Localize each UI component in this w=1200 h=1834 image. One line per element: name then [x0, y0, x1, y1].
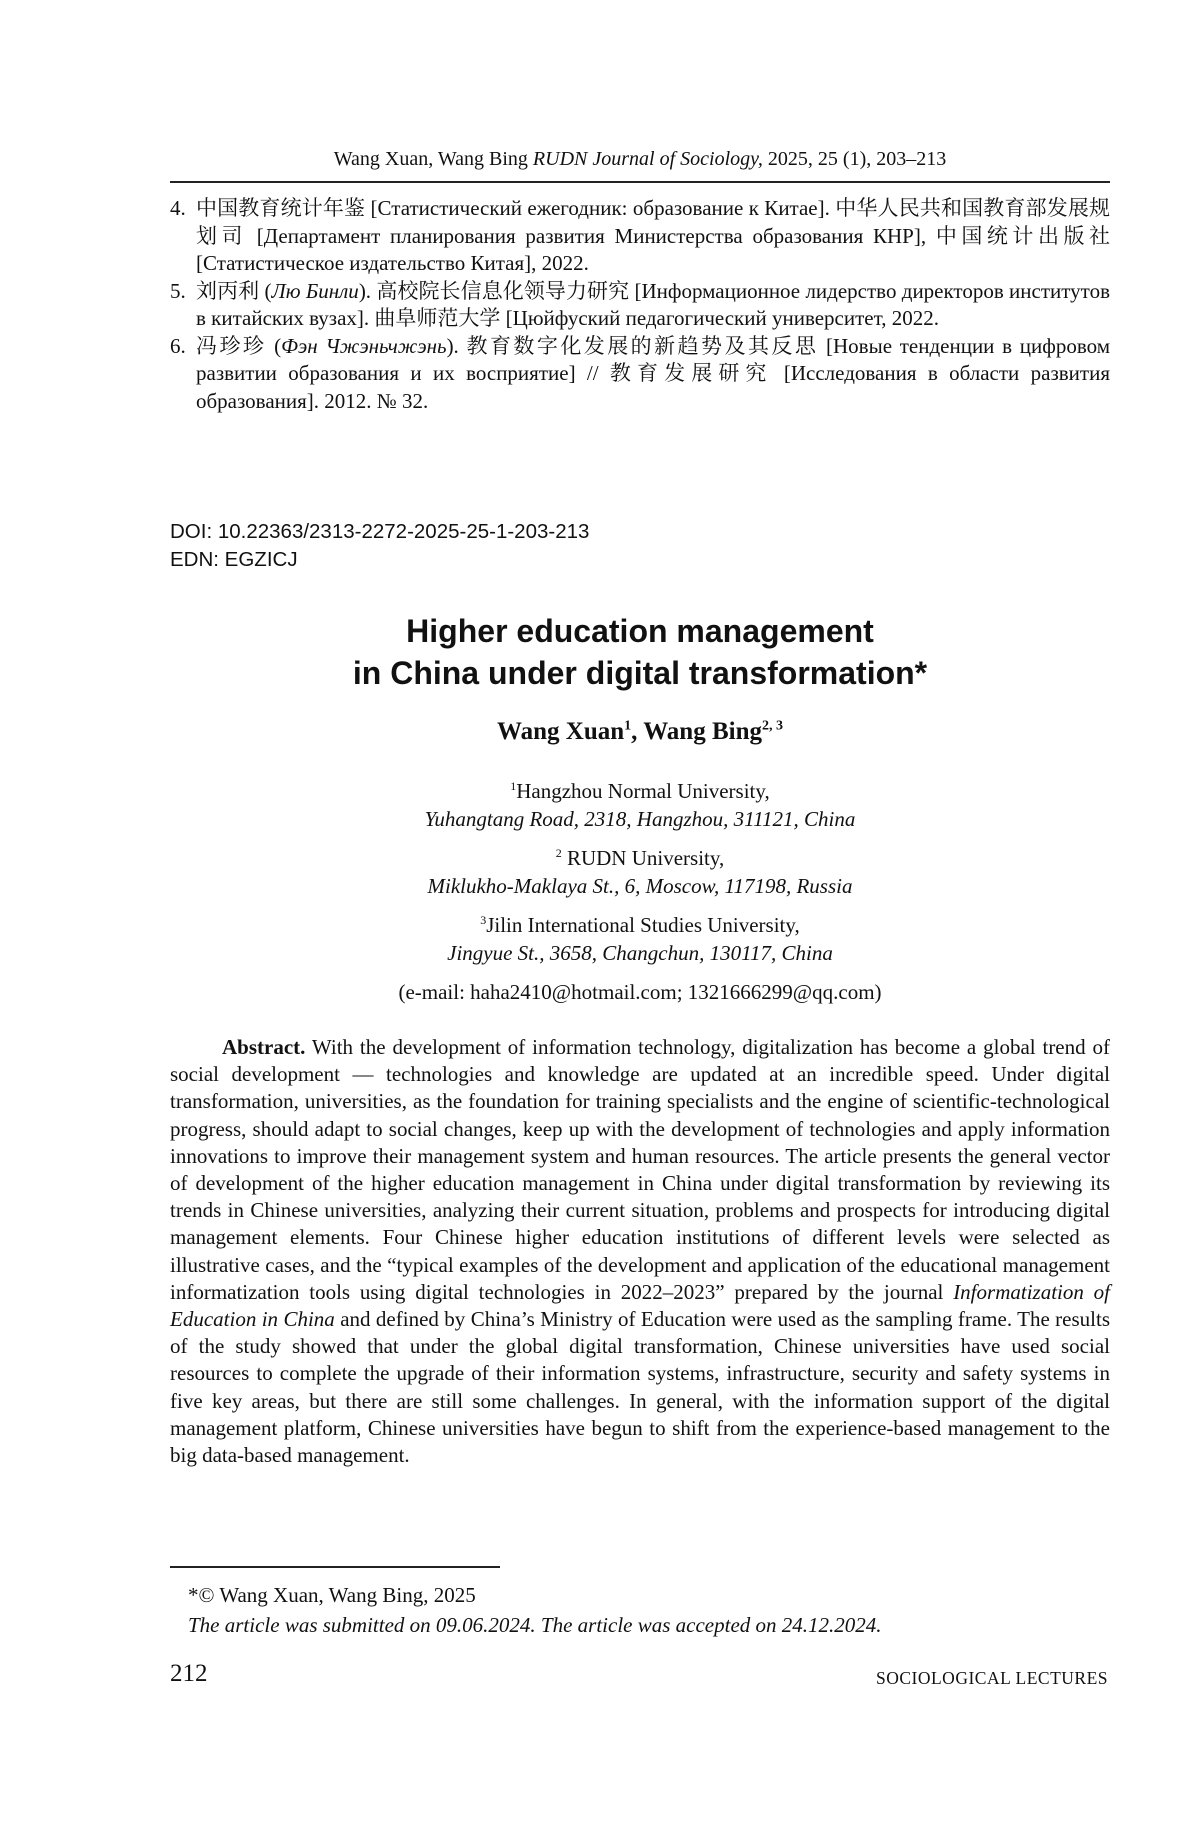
affiliation-address: Jingyue St., 3658, Changchun, 130117, China [447, 941, 833, 965]
footnote-dates: The article was submitted on 09.06.2024. The article was accepted on 24.12.2024. [188, 1613, 882, 1637]
affiliation-address: Yuhangtang Road, 2318, Hangzhou, 311121, China [424, 807, 856, 831]
reference-item [170, 195, 1110, 278]
author-1-affil: 1 [624, 718, 632, 734]
author-separator: , [631, 718, 644, 745]
author-1: Wang Xuan [496, 718, 625, 745]
header-rule [170, 181, 1110, 183]
affiliation-2: $^2$ RUDN University, Miklukho-Maklaya St., 6, Moscow, 117198, Russia [170, 839, 1110, 900]
header-journal: RUDN Journal of Sociology, [532, 148, 763, 170]
author-line [170, 718, 1110, 746]
abstract-text-end: and defined by China’s Ministry of Education were used as the sampling frame. The results of the study showed that under the global digital transformation, Chinese universities have used social resources to complete the upgrade of their information systems, infrastructure, security and safety systems in five key areas, but there are still some challenges. In general, with the information support of the digital management platform, Chinese universities have begun to shift from the experience-based management to the big data-based management. [170, 1307, 1110, 1468]
affiliation-name: Jilin International Studies University, [486, 913, 800, 937]
affiliation-address: Miklukho-Maklaya St., 6, Moscow, 117198, Russia [427, 874, 853, 898]
author-2-affil: 2, 3 [762, 718, 783, 734]
header-authors: Wang Xuan, Wang Bing [333, 148, 528, 170]
identifiers [170, 518, 589, 574]
title-line-2: in China under digital transformation* [352, 655, 928, 691]
footnote-rule [170, 1566, 500, 1568]
footnote-copyright: *© Wang Xuan, Wang Bing, 2025 [188, 1583, 476, 1607]
reference-item [170, 333, 1110, 416]
reference-text: 冯珍珍 (Фэн Чжэньчжэнь). 教育数字化发展的新趋势及其反思 [Новые тенденции в цифровом развитии образования и их восприятие] // 教育发展研究 [Исследования в области развития образования]. 2012. № 32. [196, 333, 1110, 413]
header-issue: 2025, 25 (1), 203–213 [767, 148, 947, 170]
running-header [170, 148, 1110, 171]
reference-number: 5. [170, 278, 186, 303]
reference-text: 刘丙利 (Лю Бинли). 高校院长信息化领导力研究 [Информационное лидерство директоров институтов в китайских вузах]. 曲阜师范大学 [Цюйфуский педагогический университет, 2022. [196, 278, 1110, 330]
reference-list [170, 195, 1110, 415]
contact-email: (e-mail: haha2410@hotmail.com; 1321666299@qq.com) [398, 980, 882, 1004]
doi: DOI: 10.22363/2313-2272-2025-25-1-203-213 [170, 520, 590, 543]
abstract-journal-name: Informatization of Education in China [170, 1279, 1111, 1332]
affiliation-1: $^1$Hangzhou Normal University, Yuhangtang Road, 2318, Hangzhou, 311121, China [170, 772, 1110, 833]
reference-number: 6. [170, 333, 186, 358]
affiliation-name: Hangzhou Normal University, [516, 779, 770, 803]
abstract [170, 1034, 1110, 1469]
affiliation-name: RUDN University, [561, 846, 725, 870]
edn: EDN: EGZICJ [170, 548, 298, 571]
affiliation-3: $^3$Jilin International Studies University, Jingyue St., 3658, Changchun, 130117, China [170, 906, 1110, 967]
reference-number: 4. [170, 196, 186, 220]
title-line-1: Higher education management [406, 613, 874, 649]
article-title [170, 610, 1110, 694]
reference-item [170, 278, 1110, 333]
author-2: Wang Bing [643, 718, 762, 745]
abstract-text: With the development of information technology, digitalization has become a global trend of social development — technologies and knowledge are updated at an incredible speed. Under digital transformation, universities, as the foundation for training specialists and the engine of scientific-technological progress, should adapt to social changes, keep up with the development of technologies and apply information innovations to improve their management system and human resources. The article presents the general vector of development of the higher education management in China under digital transformation by reviewing its trends in Chinese universities, analyzing their current situation, problems and prospects for introducing digital management elements. Four Chinese higher education institutions of different levels were selected as illustrative cases, and the “typical examples of the development and application of the educational management informatization tools using digital technologies in 2022–2023” prepared by the journal [170, 1035, 1110, 1304]
abstract-label: Abstract. [222, 1035, 306, 1059]
page-number: 212 [170, 1660, 208, 1687]
reference-text: 中国教育统计年鉴 [Статистический ежегодник: образование к Китае]. 中华人民共和国教育部发展规划司 [Департамент планирования развития Министерства образования КНР], 中国统计出版社 [Статистическое издательство Китая], 2022. [196, 196, 1110, 275]
section-label: SOCIOLOGICAL LECTURES [875, 1668, 1108, 1688]
footnote [188, 1580, 1108, 1640]
